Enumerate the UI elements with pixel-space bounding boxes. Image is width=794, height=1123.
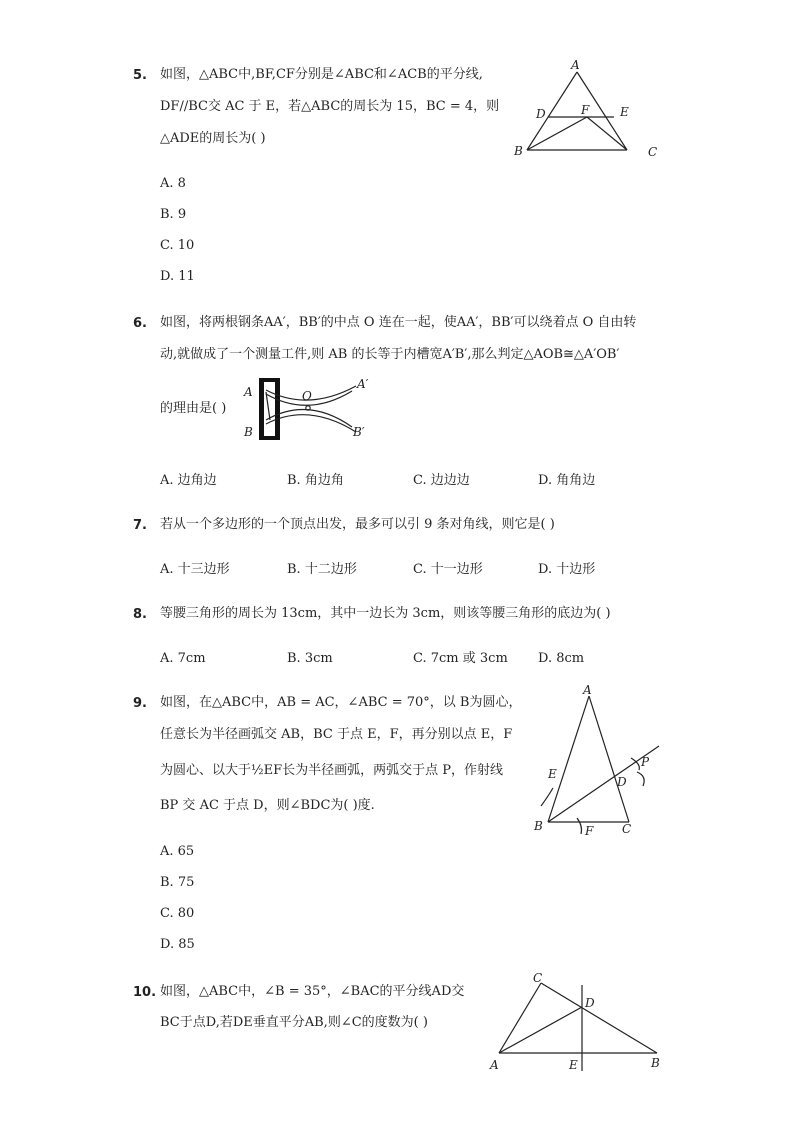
option-b[interactable]: B. 角边角 <box>287 473 344 488</box>
option-c[interactable]: C. 7cm 或 3cm <box>413 651 508 666</box>
label-e: E <box>548 767 557 781</box>
label-e: E <box>620 105 629 119</box>
option-d[interactable]: D. 85 <box>160 937 195 952</box>
option-a[interactable]: A. 7cm <box>160 651 206 666</box>
question-text-line: 如图，将两根钢条AA′，BB′的中点 O 连在一起，使AA′，BB′可以绕着点 O 自由转 <box>160 315 637 330</box>
label-a: A <box>583 683 592 697</box>
option-c[interactable]: C. 边边边 <box>413 473 470 488</box>
option-b[interactable]: B. 十二边形 <box>287 562 357 577</box>
question-text-line: 动,就做成了一个测量工件,则 AB 的长等于内槽宽A′B′,那么判定△AOB≅△A′OB′ <box>160 347 620 362</box>
label-c: C <box>622 822 632 836</box>
option-c[interactable]: C. 80 <box>160 906 195 921</box>
option-a[interactable]: A. 十三边形 <box>160 562 230 577</box>
option-c[interactable]: C. 10 <box>160 238 195 253</box>
option-b[interactable]: B. 9 <box>160 207 187 222</box>
label-d: D <box>585 996 595 1010</box>
question-text-line: 为圆心、以大于½EF长为半径画弧，两弧交于点 P，作射线 <box>160 763 503 778</box>
triangle-figure <box>505 55 675 165</box>
label-c: C <box>648 145 658 159</box>
option-b[interactable]: B. 3cm <box>287 651 333 666</box>
question-text-line: 如图，△ABC中，∠B = 35°，∠BAC的平分线AD交 <box>160 984 465 999</box>
question-text-line: 任意长为半径画弧交 AB，BC 于点 E，F，再分别以点 E，F <box>160 727 513 742</box>
label-b-prime: B′ <box>353 425 365 439</box>
option-d[interactable]: D. 十边形 <box>538 562 596 577</box>
label-a-prime: A′ <box>357 377 369 391</box>
option-a[interactable]: A. 边角边 <box>160 473 217 488</box>
question-text-line: BP 交 AC 于点 D，则∠BDC为( )度. <box>160 798 375 813</box>
option-d[interactable]: D. 8cm <box>538 651 585 666</box>
label-a: A <box>490 1058 499 1072</box>
label-d: D <box>536 107 546 121</box>
label-a: A <box>244 385 253 399</box>
label-b: B <box>534 819 543 833</box>
measuring-tool-figure <box>240 372 380 444</box>
question-text-line: △ADE的周长为( ) <box>160 131 266 146</box>
label-p: P <box>641 755 650 769</box>
label-e: E <box>569 1058 578 1072</box>
triangle-bisector-figure <box>485 965 665 1075</box>
question-text-line: 如图，△ABC中,BF,CF分别是∠ABC和∠ACB的平分线, <box>160 67 483 82</box>
question-number: 6. <box>133 316 147 331</box>
question-number: 10. <box>133 985 157 1000</box>
option-b[interactable]: B. 75 <box>160 875 195 890</box>
question-number: 9. <box>133 696 147 711</box>
label-b: B <box>514 144 523 158</box>
label-f: F <box>581 103 590 117</box>
question-number: 8. <box>133 607 147 622</box>
label-b: B <box>651 1056 660 1070</box>
question-text-line: 的理由是( ) <box>160 401 227 416</box>
label-b: B <box>244 425 253 439</box>
question-text-line: 如图，在△ABC中，AB = AC，∠ABC = 70°，以 B为圆心， <box>160 695 522 710</box>
option-a[interactable]: A. 65 <box>160 844 195 859</box>
label-f: F <box>585 824 594 838</box>
option-d[interactable]: D. 11 <box>160 269 195 284</box>
isosceles-triangle-figure <box>525 680 670 840</box>
question-text-line: DF//BC交 AC 于 E，若△ABC的周长为 15，BC = 4，则 <box>160 99 500 114</box>
option-c[interactable]: C. 十一边形 <box>413 562 483 577</box>
label-a: A <box>571 58 580 72</box>
option-a[interactable]: A. 8 <box>160 176 186 191</box>
label-c: C <box>533 971 543 985</box>
question-text-line: BC于点D,若DE垂直平分AB,则∠C的度数为( ) <box>160 1015 428 1030</box>
label-d: D <box>617 775 627 789</box>
label-o: O <box>302 389 312 403</box>
question-number: 7. <box>133 518 147 533</box>
question-text-line: 若从一个多边形的一个顶点出发，最多可以引 9 条对角线，则它是( ) <box>160 517 555 532</box>
question-number: 5. <box>133 68 147 83</box>
question-text-line: 等腰三角形的周长为 13cm，其中一边长为 3cm，则该等腰三角形的底边为( ) <box>160 606 611 621</box>
option-d[interactable]: D. 角角边 <box>538 473 596 488</box>
